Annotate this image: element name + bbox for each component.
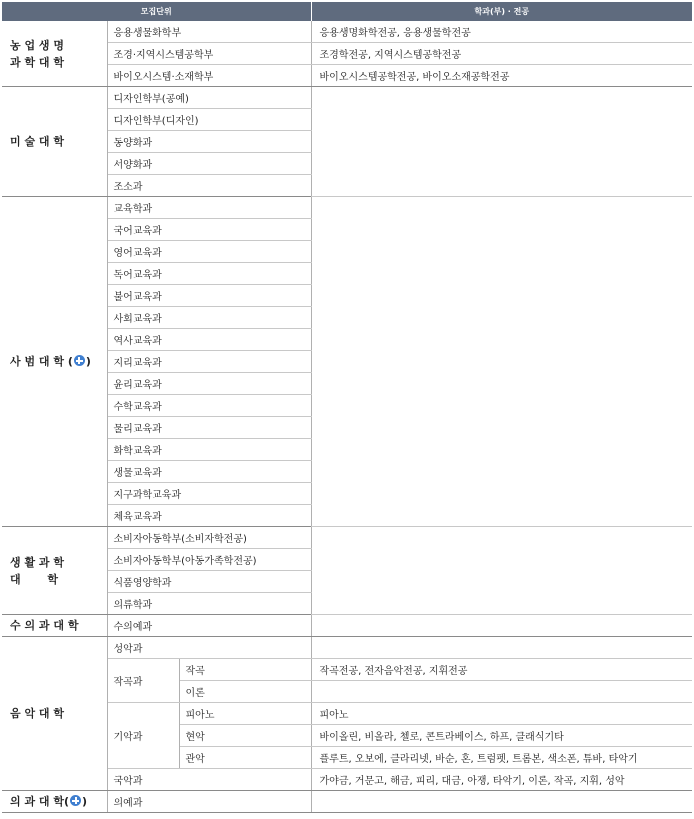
unit-cell: 조경·지역시스템공학부 bbox=[107, 43, 311, 65]
unit-cell: 국악과 bbox=[107, 769, 311, 791]
sub-unit-cell: 이론 bbox=[179, 681, 311, 703]
table-row bbox=[2, 615, 692, 637]
dept-cell: 가야금, 거문고, 해금, 피리, 대금, 아쟁, 타악기, 이론, 작곡, 지휘, 성악 bbox=[311, 769, 692, 791]
table-row bbox=[2, 791, 692, 813]
college-art: 미 술 대 학 bbox=[2, 87, 107, 197]
table-header bbox=[2, 2, 692, 21]
table-row bbox=[2, 87, 692, 109]
unit-cell: 디자인학부(디자인) bbox=[107, 109, 311, 131]
table-row bbox=[2, 21, 692, 43]
college-human-ecology: 생 활 과 학 대 학 bbox=[2, 527, 107, 615]
unit-cell: 서양화과 bbox=[107, 153, 311, 175]
dept-cell-empty bbox=[311, 197, 692, 527]
dept-cell-empty bbox=[311, 527, 692, 615]
header-unit: 모집단위 bbox=[2, 2, 311, 21]
dept-cell: 바이올린, 비올라, 첼로, 콘트라베이스, 하프, 클래식기타 bbox=[311, 725, 692, 747]
dept-cell-empty bbox=[311, 637, 692, 659]
unit-cell: 식품영양학과 bbox=[107, 571, 311, 593]
unit-cell: 역사교육과 bbox=[107, 329, 311, 351]
dept-cell-empty bbox=[311, 791, 692, 813]
unit-cell: 물리교육과 bbox=[107, 417, 311, 439]
unit-cell: 영어교육과 bbox=[107, 241, 311, 263]
unit-cell: 교육학과 bbox=[107, 197, 311, 219]
college-music: 음 악 대 학 bbox=[2, 637, 107, 791]
college-veterinary: 수 의 과 대 학 bbox=[2, 615, 107, 637]
dept-cell: 작곡전공, 전자음악전공, 지휘전공 bbox=[311, 659, 692, 681]
unit-cell: 의류학과 bbox=[107, 593, 311, 615]
unit-cell: 국어교육과 bbox=[107, 219, 311, 241]
unit-cell: 지리교육과 bbox=[107, 351, 311, 373]
table-row bbox=[2, 637, 692, 659]
college-medicine: 의 과 대 학( ) bbox=[2, 791, 107, 813]
unit-cell: 성악과 bbox=[107, 637, 311, 659]
header-dept: 학과(부) · 전공 bbox=[311, 2, 692, 21]
sub-unit-cell: 피아노 bbox=[179, 703, 311, 725]
unit-cell: 윤리교육과 bbox=[107, 373, 311, 395]
sub-unit-cell: 현악 bbox=[179, 725, 311, 747]
group-composition: 작곡과 bbox=[107, 659, 179, 703]
unit-cell: 조소과 bbox=[107, 175, 311, 197]
unit-cell: 소비자아동학부(아동가족학전공) bbox=[107, 549, 311, 571]
unit-cell: 사회교육과 bbox=[107, 307, 311, 329]
unit-cell: 체육교육과 bbox=[107, 505, 311, 527]
dept-cell: 응용생명화학전공, 응용생물학전공 bbox=[311, 21, 692, 43]
college-education: 사 범 대 학 ( ) bbox=[2, 197, 107, 527]
dept-cell: 조경학전공, 지역시스템공학전공 bbox=[311, 43, 692, 65]
unit-cell: 동양화과 bbox=[107, 131, 311, 153]
unit-cell: 화학교육과 bbox=[107, 439, 311, 461]
unit-cell: 수의예과 bbox=[107, 615, 311, 637]
dept-cell-empty bbox=[311, 615, 692, 637]
dept-cell: 피아노 bbox=[311, 703, 692, 725]
unit-cell: 독어교육과 bbox=[107, 263, 311, 285]
admissions-table bbox=[2, 2, 692, 813]
unit-cell: 디자인학부(공예) bbox=[107, 87, 311, 109]
unit-cell: 응용생물화학부 bbox=[107, 21, 311, 43]
unit-cell: 바이오시스템·소재학부 bbox=[107, 65, 311, 87]
unit-cell: 생물교육과 bbox=[107, 461, 311, 483]
unit-cell: 지구과학교육과 bbox=[107, 483, 311, 505]
dept-cell bbox=[311, 681, 692, 703]
table-row bbox=[2, 527, 692, 549]
plus-circle-icon bbox=[74, 355, 85, 366]
college-agriculture: 농 업 생 명 과 학 대 학 bbox=[2, 21, 107, 87]
sub-unit-cell: 관악 bbox=[179, 747, 311, 769]
dept-cell: 플루트, 오보에, 클라리넷, 바순, 혼, 트럼펫, 트롬본, 색소폰, 튜바, 타악기 bbox=[311, 747, 692, 769]
unit-cell: 수학교육과 bbox=[107, 395, 311, 417]
dept-cell: 바이오시스템공학전공, 바이오소재공학전공 bbox=[311, 65, 692, 87]
group-instrumental: 기악과 bbox=[107, 703, 179, 769]
unit-cell: 소비자아동학부(소비자학전공) bbox=[107, 527, 311, 549]
unit-cell: 불어교육과 bbox=[107, 285, 311, 307]
plus-circle-icon bbox=[70, 795, 81, 806]
dept-cell-empty bbox=[311, 87, 692, 197]
unit-cell: 의예과 bbox=[107, 791, 311, 813]
table-row bbox=[2, 197, 692, 219]
sub-unit-cell: 작곡 bbox=[179, 659, 311, 681]
